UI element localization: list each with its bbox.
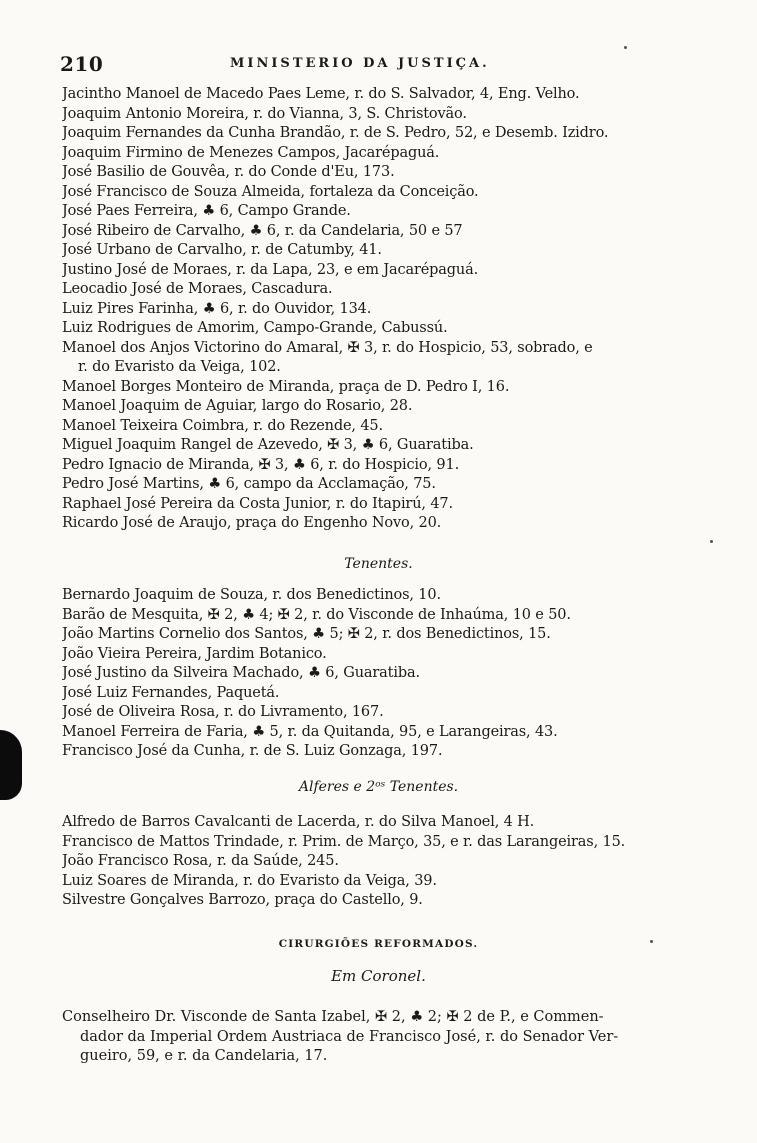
ink-speck — [624, 46, 627, 49]
entries-list-1 — [62, 85, 702, 534]
list-item: Manoel Joaquim de Aguiar, largo do Rosario, 28. — [62, 398, 413, 414]
section-heading-cirurgioes: CIRURGIÕES REFORMADOS. — [278, 938, 479, 950]
list-item: José Basilio de Gouvêa, r. do Conde d'Eu, 173. — [62, 164, 395, 180]
ink-speck — [650, 940, 653, 943]
entries-list-2 — [62, 586, 702, 762]
coronel-entry-line: Conselheiro Dr. Visconde de Santa Izabel, ✠ 2, ♣ 2; ✠ 2 de P., e Commen- — [62, 1009, 604, 1025]
list-item: Ricardo José de Araujo, praça do Engenho Novo, 20. — [62, 515, 442, 531]
list-item: Alfredo de Barros Cavalcanti de Lacerda, r. do Silva Manoel, 4 H. — [62, 814, 535, 830]
coronel-entry — [62, 1008, 702, 1067]
list-item: Joaquim Firmino de Menezes Campos, Jacarépaguá. — [62, 144, 440, 161]
section-heading-tenentes: Tenentes. — [344, 556, 413, 572]
list-item: Barão de Mesquita, ✠ 2, ♣ 4; ✠ 2, r. do Visconde de Inhaúma, 10 e 50. — [62, 606, 571, 623]
page-header — [60, 52, 700, 78]
list-item: João Vieira Pereira, Jardim Botanico. — [62, 645, 327, 662]
list-item: João Francisco Rosa, r. da Saúde, 245. — [62, 853, 339, 869]
list-item: Pedro Ignacio de Miranda, ✠ 3, ♣ 6, r. do Hospicio, 91. — [62, 456, 460, 473]
list-item: Luiz Rodrigues de Amorim, Campo-Grande, Cabussú. — [62, 320, 448, 336]
entries-list-3 — [62, 813, 702, 911]
list-item-continuation: r. do Evaristo da Veiga, 102. — [78, 359, 281, 375]
list-item: Jacintho Manoel de Macedo Paes Leme, r. do S. Salvador, 4, Eng. Velho. — [62, 86, 580, 102]
list-item: Francisco de Mattos Trindade, r. Prim. de Março, 35, e r. das Larangeiras, 15. — [62, 833, 626, 850]
list-item: José Justino da Silveira Machado, ♣ 6, Guaratiba. — [62, 665, 420, 681]
section-subheading-coronel: Em Coronel. — [331, 967, 426, 985]
list-item: Miguel Joaquim Rangel de Azevedo, ✠ 3, ♣ 6, Guaratiba. — [62, 437, 474, 453]
list-item: Joaquim Fernandes da Cunha Brandão, r. de S. Pedro, 52, e Desemb. Izidro. — [62, 125, 609, 141]
list-item: José Paes Ferreira, ♣ 6, Campo Grande. — [62, 203, 351, 219]
ink-blot — [0, 730, 22, 800]
list-item: José de Oliveira Rosa, r. do Livramento, 167. — [62, 704, 384, 720]
list-item: José Luiz Fernandes, Paquetá. — [62, 684, 280, 701]
ink-speck — [710, 540, 713, 543]
list-item: Joaquim Antonio Moreira, r. do Vianna, 3, S. Christovão. — [62, 105, 467, 122]
list-item: Luiz Soares de Miranda, r. do Evaristo da Veiga, 39. — [62, 872, 437, 889]
list-item: Manoel Ferreira de Faria, ♣ 5, r. da Quitanda, 95, e Larangeiras, 43. — [62, 723, 558, 740]
list-item: José Urbano de Carvalho, r. de Catumby, 41. — [62, 242, 382, 258]
list-item: João Martins Cornelio dos Santos, ♣ 5; ✠ 2, r. dos Benedictinos, 15. — [62, 626, 551, 642]
list-item: Manoel dos Anjos Victorino do Amaral, ✠ 3, r. do Hospicio, 53, sobrado, e — [62, 339, 593, 356]
list-item: José Francisco de Souza Almeida, fortaleza da Conceição. — [62, 183, 479, 200]
page-number: 210 — [60, 52, 104, 76]
list-item: José Ribeiro de Carvalho, ♣ 6, r. da Candelaria, 50 e 57 — [62, 222, 463, 239]
running-head: MINISTERIO DA JUSTIÇA. — [230, 56, 490, 71]
list-item: Raphael José Pereira da Costa Junior, r. do Itapirú, 47. — [62, 495, 453, 512]
list-item: Leocadio José de Moraes, Cascadura. — [62, 281, 333, 297]
coronel-entry-line: dador da Imperial Ordem Austriaca de Francisco José, r. do Senador Ver- — [80, 1028, 619, 1045]
coronel-entry-line: gueiro, 59, e r. da Candelaria, 17. — [80, 1048, 328, 1064]
list-item: Justino José de Moraes, r. da Lapa, 23, e em Jacarépaguá. — [62, 261, 479, 278]
list-item: Silvestre Gonçalves Barrozo, praça do Castello, 9. — [62, 892, 423, 908]
list-item: Pedro José Martins, ♣ 6, campo da Acclamação, 75. — [62, 476, 436, 492]
list-item: Manoel Borges Monteiro de Miranda, praça de D. Pedro I, 16. — [62, 378, 510, 395]
list-item: Manoel Teixeira Coimbra, r. do Rezende, 45. — [62, 417, 383, 434]
list-item: Luiz Pires Farinha, ♣ 6, r. do Ouvidor, 134. — [62, 300, 372, 317]
list-item: Bernardo Joaquim de Souza, r. dos Benedictinos, 10. — [62, 587, 441, 603]
list-item: Francisco José da Cunha, r. de S. Luiz Gonzaga, 197. — [62, 743, 443, 759]
section-heading-alferes: Alferes e 2ᵒˢ Tenentes. — [298, 779, 459, 795]
